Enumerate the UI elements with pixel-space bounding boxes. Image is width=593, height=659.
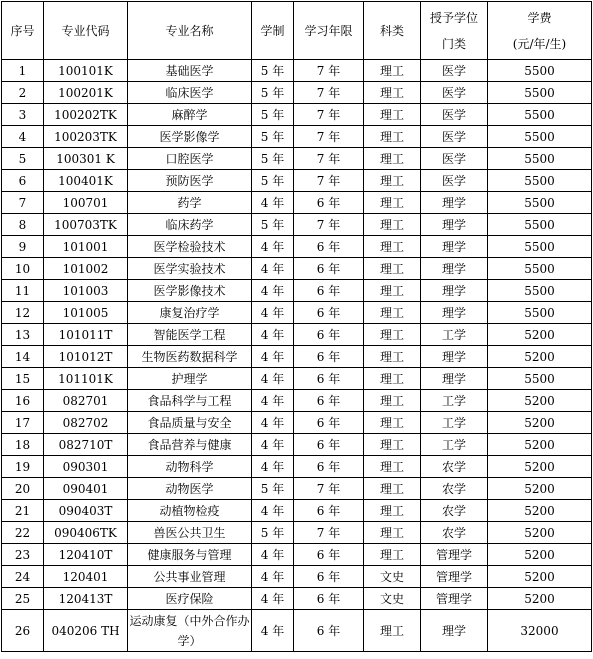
table-row [2,390,592,412]
header-row [2,2,592,60]
cell-name: 食品质量与安全 [128,412,252,434]
cell-category: 理工 [364,214,421,236]
cell-seq: 8 [2,214,44,236]
cell-name: 医学检验技术 [128,236,252,258]
cell-category: 理工 [364,280,421,302]
cell-degree: 理学 [421,192,488,214]
cell-name: 麻醉学 [128,104,252,126]
cell-name: 食品科学与工程 [128,390,252,412]
cell-code: 090401 [44,478,128,500]
cell-degree: 医学 [421,60,488,82]
table-row [2,302,592,324]
cell-years: 6 年 [294,324,364,346]
table-row [2,324,592,346]
cell-seq: 15 [2,368,44,390]
cell-degree: 工学 [421,324,488,346]
cell-degree: 管理学 [421,588,488,610]
cell-years: 6 年 [294,280,364,302]
cell-seq: 6 [2,170,44,192]
cell-code: 040206 TH [44,610,128,652]
cell-fee: 5500 [488,192,592,214]
cell-seq: 10 [2,258,44,280]
cell-name: 医学影像技术 [128,280,252,302]
cell-seq: 9 [2,236,44,258]
cell-name: 智能医学工程 [128,324,252,346]
cell-category: 理工 [364,478,421,500]
cell-fee: 5200 [488,346,592,368]
cell-years: 6 年 [294,390,364,412]
cell-system: 4 年 [252,456,294,478]
cell-category: 理工 [364,610,421,652]
table-row [2,566,592,588]
cell-code: 100201K [44,82,128,104]
cell-degree: 农学 [421,500,488,522]
cell-name: 医疗保险 [128,588,252,610]
cell-fee: 5200 [488,588,592,610]
cell-category: 理工 [364,390,421,412]
cell-category: 理工 [364,368,421,390]
table-row [2,214,592,236]
cell-years: 6 年 [294,368,364,390]
cell-fee: 5500 [488,258,592,280]
cell-code: 100703TK [44,214,128,236]
cell-years: 6 年 [294,456,364,478]
cell-category: 文史 [364,566,421,588]
cell-category: 理工 [364,500,421,522]
major-tuition-table [1,1,592,652]
cell-degree: 农学 [421,456,488,478]
table-row [2,610,592,652]
cell-seq: 1 [2,60,44,82]
cell-fee: 5200 [488,434,592,456]
cell-degree: 医学 [421,82,488,104]
table-body [2,60,592,652]
cell-system: 5 年 [252,478,294,500]
cell-system: 4 年 [252,434,294,456]
cell-system: 4 年 [252,192,294,214]
header-code: 专业代码 [44,2,128,60]
table-row [2,170,592,192]
cell-years: 7 年 [294,82,364,104]
cell-fee: 5500 [488,104,592,126]
cell-system: 4 年 [252,302,294,324]
header-years: 学习年限 [294,2,364,60]
cell-seq: 13 [2,324,44,346]
table-row [2,236,592,258]
cell-name: 生物医药数据科学 [128,346,252,368]
header-seq: 序号 [2,2,44,60]
cell-system: 4 年 [252,544,294,566]
cell-fee: 5500 [488,60,592,82]
cell-category: 理工 [364,434,421,456]
cell-category: 理工 [364,346,421,368]
cell-years: 7 年 [294,104,364,126]
cell-system: 5 年 [252,60,294,82]
cell-fee: 5500 [488,368,592,390]
cell-category: 理工 [364,104,421,126]
cell-code: 101001 [44,236,128,258]
cell-category: 理工 [364,126,421,148]
table-row [2,588,592,610]
cell-seq: 14 [2,346,44,368]
cell-fee: 5500 [488,170,592,192]
cell-years: 6 年 [294,346,364,368]
cell-system: 5 年 [252,170,294,192]
cell-seq: 23 [2,544,44,566]
cell-fee: 5500 [488,280,592,302]
table-row [2,500,592,522]
cell-seq: 21 [2,500,44,522]
cell-degree: 理学 [421,302,488,324]
cell-degree: 理学 [421,368,488,390]
cell-code: 101101K [44,368,128,390]
cell-category: 理工 [364,82,421,104]
cell-fee: 5200 [488,412,592,434]
cell-code: 101002 [44,258,128,280]
cell-system: 4 年 [252,346,294,368]
cell-category: 理工 [364,456,421,478]
cell-years: 6 年 [294,192,364,214]
cell-name: 药学 [128,192,252,214]
cell-name: 动物科学 [128,456,252,478]
cell-fee: 5200 [488,544,592,566]
cell-system: 4 年 [252,610,294,652]
table-row [2,60,592,82]
cell-fee: 5200 [488,566,592,588]
cell-degree: 工学 [421,412,488,434]
cell-code: 090403T [44,500,128,522]
cell-degree: 医学 [421,170,488,192]
cell-fee: 5500 [488,236,592,258]
cell-category: 理工 [364,170,421,192]
cell-system: 4 年 [252,588,294,610]
table-row [2,434,592,456]
cell-fee: 5500 [488,126,592,148]
cell-category: 理工 [364,412,421,434]
cell-seq: 5 [2,148,44,170]
cell-system: 4 年 [252,566,294,588]
cell-code: 101005 [44,302,128,324]
cell-name: 护理学 [128,368,252,390]
table-row [2,104,592,126]
cell-seq: 11 [2,280,44,302]
cell-years: 7 年 [294,522,364,544]
cell-fee: 5200 [488,522,592,544]
cell-name: 兽医公共卫生 [128,522,252,544]
header-fee-line2: (元/年/生) [512,36,567,51]
cell-degree: 管理学 [421,544,488,566]
cell-years: 6 年 [294,434,364,456]
table-row [2,368,592,390]
cell-system: 4 年 [252,412,294,434]
cell-years: 6 年 [294,236,364,258]
cell-code: 100701 [44,192,128,214]
cell-years: 6 年 [294,500,364,522]
cell-degree: 农学 [421,478,488,500]
cell-fee: 5500 [488,302,592,324]
cell-category: 理工 [364,258,421,280]
table-row [2,456,592,478]
table-row [2,126,592,148]
cell-system: 4 年 [252,368,294,390]
cell-seq: 17 [2,412,44,434]
cell-degree: 理学 [421,236,488,258]
cell-degree: 农学 [421,522,488,544]
cell-name: 口腔医学 [128,148,252,170]
cell-years: 7 年 [294,214,364,236]
cell-seq: 25 [2,588,44,610]
cell-name: 动植物检疫 [128,500,252,522]
table-row [2,544,592,566]
cell-category: 理工 [364,236,421,258]
cell-seq: 19 [2,456,44,478]
cell-degree: 理学 [421,610,488,652]
cell-code: 101003 [44,280,128,302]
header-fee-line1: 学费 [527,10,552,25]
header-name: 专业名称 [128,2,252,60]
cell-name: 动物医学 [128,478,252,500]
cell-fee: 5200 [488,390,592,412]
cell-name: 康复治疗学 [128,302,252,324]
cell-system: 5 年 [252,522,294,544]
cell-name: 健康服务与管理 [128,544,252,566]
cell-code: 090301 [44,456,128,478]
cell-seq: 24 [2,566,44,588]
cell-name: 食品营养与健康 [128,434,252,456]
cell-code: 100101K [44,60,128,82]
cell-system: 5 年 [252,104,294,126]
cell-degree: 理学 [421,214,488,236]
cell-name: 临床药学 [128,214,252,236]
cell-category: 理工 [364,544,421,566]
cell-code: 082701 [44,390,128,412]
cell-code: 100301 K [44,148,128,170]
cell-system: 5 年 [252,82,294,104]
cell-name: 基础医学 [128,60,252,82]
cell-code: 100202TK [44,104,128,126]
cell-name: 医学影像学 [128,126,252,148]
cell-system: 5 年 [252,126,294,148]
header-degree-line1: 授予学位 [429,10,478,25]
cell-fee: 5200 [488,324,592,346]
table-row [2,478,592,500]
cell-name: 临床医学 [128,82,252,104]
cell-category: 理工 [364,324,421,346]
cell-years: 7 年 [294,148,364,170]
table-row [2,82,592,104]
cell-fee: 5500 [488,214,592,236]
cell-seq: 18 [2,434,44,456]
cell-seq: 16 [2,390,44,412]
table-row [2,258,592,280]
cell-system: 4 年 [252,280,294,302]
table-row [2,148,592,170]
cell-years: 7 年 [294,126,364,148]
cell-seq: 2 [2,82,44,104]
cell-system: 4 年 [252,324,294,346]
cell-code: 082710T [44,434,128,456]
cell-degree: 理学 [421,346,488,368]
cell-code: 120413T [44,588,128,610]
cell-years: 6 年 [294,412,364,434]
cell-name: 公共事业管理 [128,566,252,588]
cell-degree: 医学 [421,104,488,126]
cell-years: 6 年 [294,588,364,610]
cell-years: 6 年 [294,258,364,280]
cell-name: 运动康复（中外合作办学） [128,610,252,652]
cell-code: 100203TK [44,126,128,148]
header-category: 科类 [364,2,421,60]
cell-name: 预防医学 [128,170,252,192]
cell-name: 医学实验技术 [128,258,252,280]
header-fee [488,2,592,60]
cell-code: 101011T [44,324,128,346]
cell-category: 理工 [364,192,421,214]
cell-years: 6 年 [294,610,364,652]
cell-code: 120410T [44,544,128,566]
cell-seq: 4 [2,126,44,148]
cell-degree: 理学 [421,258,488,280]
cell-fee: 5500 [488,148,592,170]
cell-years: 7 年 [294,60,364,82]
cell-degree: 医学 [421,148,488,170]
cell-code: 090406TK [44,522,128,544]
table-row [2,412,592,434]
cell-seq: 20 [2,478,44,500]
cell-category: 理工 [364,522,421,544]
cell-system: 4 年 [252,390,294,412]
cell-seq: 7 [2,192,44,214]
table-row [2,280,592,302]
header-degree [421,2,488,60]
cell-system: 4 年 [252,500,294,522]
cell-seq: 26 [2,610,44,652]
cell-fee: 5200 [488,456,592,478]
cell-years: 6 年 [294,302,364,324]
cell-code: 120401 [44,566,128,588]
table-row [2,192,592,214]
cell-seq: 3 [2,104,44,126]
cell-degree: 工学 [421,390,488,412]
cell-years: 6 年 [294,566,364,588]
cell-years: 6 年 [294,544,364,566]
cell-system: 5 年 [252,148,294,170]
cell-system: 4 年 [252,258,294,280]
cell-fee: 5200 [488,500,592,522]
cell-degree: 工学 [421,434,488,456]
header-system: 学制 [252,2,294,60]
cell-category: 理工 [364,60,421,82]
cell-degree: 理学 [421,280,488,302]
table-row [2,522,592,544]
cell-system: 4 年 [252,236,294,258]
table-row [2,346,592,368]
cell-fee: 5500 [488,82,592,104]
cell-seq: 12 [2,302,44,324]
cell-degree: 管理学 [421,566,488,588]
cell-degree: 医学 [421,126,488,148]
cell-years: 7 年 [294,170,364,192]
cell-fee: 5200 [488,478,592,500]
cell-code: 082702 [44,412,128,434]
cell-code: 100401K [44,170,128,192]
cell-seq: 22 [2,522,44,544]
cell-category: 文史 [364,588,421,610]
header-degree-line2: 门类 [441,36,466,51]
cell-category: 理工 [364,148,421,170]
cell-fee: 32000 [488,610,592,652]
cell-category: 理工 [364,302,421,324]
cell-system: 5 年 [252,214,294,236]
cell-code: 101012T [44,346,128,368]
cell-years: 7 年 [294,478,364,500]
